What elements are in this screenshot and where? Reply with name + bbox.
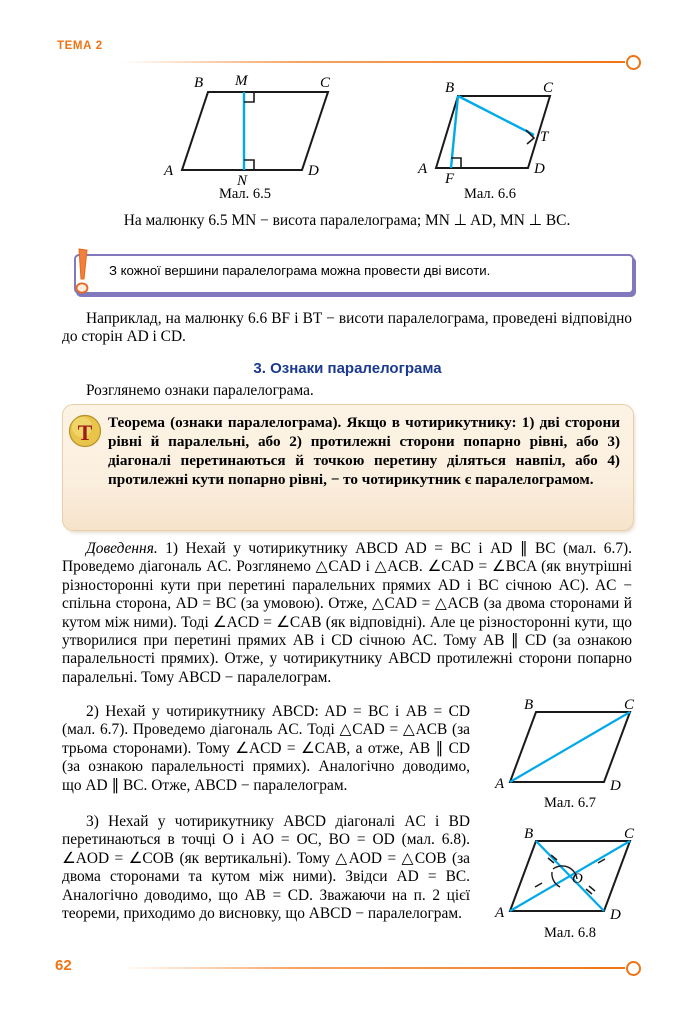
section-heading: 3. Ознаки паралелограма — [253, 360, 442, 377]
figure-6-5-label-D: D — [308, 163, 319, 179]
paragraph-example: Наприклад, на малюнку 6.6 BF і BT − висоти паралелограма, проведені відповідно до сторін AD і CD. — [62, 310, 632, 346]
figure-6-6-label-T: T — [540, 129, 549, 145]
header-circle-icon — [626, 55, 641, 70]
header-rule — [120, 61, 625, 63]
proof-part-2: 2) Нехай у чотирикутнику ABCD: AD = BC і AB = CD (мал. 6.7). Проведемо діагональ AC. Тоді △CAD = △ACB (за трьома сторонами). Тому ∠ACD = ∠CAB, а отже, AB ∥ CD (за ознакою паралельності прямих). Аналогічно доводимо, що AD ∥ BC. Отже, ABCD − паралелограм. — [62, 703, 470, 794]
figure-6-5-label-A: A — [164, 163, 174, 179]
figure-6-8-label-B: B — [524, 826, 534, 842]
figure-6-8-label-C: C — [624, 826, 635, 842]
figure-6-7-label-D: D — [610, 778, 621, 794]
proof-part-3: 3) Нехай у чотирикутнику ABCD діагоналі AC і BD перетинаються в точці O і AO = OC, BO = OD (мал. 6.8). ∠AOD = ∠COB (як вертикальні). Тому △AOD = △COB (за двома сторонами та кутом між ними). Звідси AD = BC. Аналогічно доводимо, що AB = CD. Зважаючи на п. 2 цієї теореми, приходимо до висновку, що ABCD − паралелограм. — [62, 813, 470, 923]
figure-6-5-caption: Мал. 6.5 — [218, 186, 272, 202]
figure-6-7-label-C: C — [624, 697, 635, 713]
figure-6-8 — [494, 825, 644, 925]
paragraph-intro: Розглянемо ознаки паралелограма. — [86, 382, 314, 399]
exclamation-icon — [70, 247, 96, 297]
figure-6-6-label-A: A — [418, 161, 428, 177]
figure-6-7-label-A: A — [495, 776, 505, 792]
page-number: 62 — [55, 957, 72, 974]
proof-label: Доведення. — [86, 540, 158, 557]
figure-6-8-label-O: O — [572, 871, 583, 887]
figure-6-6-label-C: C — [543, 80, 554, 96]
figure-6-5-label-C: C — [320, 75, 331, 91]
footer-circle-icon — [626, 961, 641, 976]
figure-6-6-label-F: F — [445, 171, 455, 187]
figure-6-7 — [494, 697, 644, 795]
svg-text:Т: Т — [77, 420, 93, 445]
figure-6-6-label-B: B — [445, 80, 455, 96]
footer-rule — [120, 967, 625, 969]
figure-6-5 — [150, 70, 340, 189]
paragraph-height-definition: На малюнку 6.5 MN − висота паралелограма; MN ⊥ AD, MN ⊥ BC. — [123, 212, 571, 229]
figure-6-6 — [410, 80, 570, 185]
figure-6-6-label-D: D — [534, 161, 545, 177]
figure-6-5-label-B: B — [194, 75, 204, 91]
figure-6-7-label-B: B — [524, 697, 534, 713]
figure-6-6-caption: Мал. 6.6 — [463, 186, 517, 202]
running-head-title: ТЕМА 2 — [57, 40, 103, 52]
figure-6-7-caption: Мал. 6.7 — [543, 795, 597, 811]
figure-6-8-label-A: A — [495, 905, 505, 921]
figure-6-8-label-D: D — [610, 907, 621, 923]
figure-6-5-label-N: N — [237, 173, 248, 189]
figure-6-5-label-M: M — [235, 73, 248, 89]
figure-6-8-caption: Мал. 6.8 — [543, 925, 597, 941]
callout-text: З кожної вершини паралелограма можна провести дві висоти. — [109, 263, 491, 278]
theorem-text: Теорема (ознаки паралелограма). Якщо в чотирикутнику: 1) дві сторони рівні й паралельні, або 2) протилежні сторони попарно рівні, або 3) діагоналі перетинаються й точкою перетину діляться навпіл, або 4) протилежні кути попарно рівні, − то чотирикутник є паралелограмом. — [108, 414, 620, 488]
proof-part-1 — [62, 540, 632, 687]
theorem-badge-icon — [68, 414, 102, 448]
proof-part-1-text: 1) Нехай у чотирикутнику ABCD AD = BC і AD ∥ BC (мал. 6.7). Проведемо діагональ AC. Розглянемо △CAD і △ACB. ∠CAD = ∠BCA (як внутрішні різносторонні кути при перетині паралельних прямих AD і BC січною AC). AC − спільна сторона, AD = BC (за умовою). Отже, △CAD = △ACB (за двома сторонами й кутом між ними). Тоді ∠ACD = ∠CAB (як відповідні). Але це різносторонні кути, що утворилися при перетині прямих AB і CD січною AC. Тому AB ∥ CD (за ознакою паралельності прямих). Отже, у чотирикутнику ABCD протилежні сторони попарно паралельні. Тому ABCD − паралелограм. — [62, 540, 632, 686]
